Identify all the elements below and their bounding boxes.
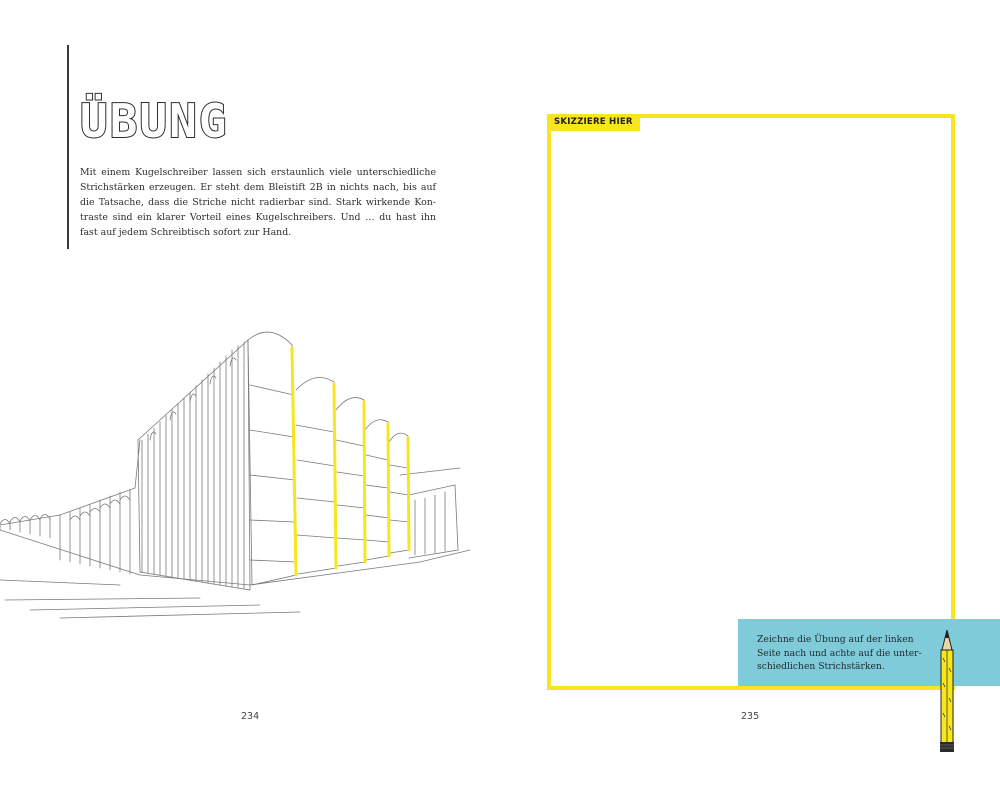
page-title: ÜBUNG — [80, 94, 229, 148]
intro-text: Mit einem Kugelschreiber lassen sich erstaunlich viele unterschiedliche Strichstärken erzeugen. Er steht dem Bleistift 2B in nichts nach, bis auf die Tatsache, dass die Striche nicht radierbar sind. Stark wirkende Kontraste sind ein klarer Vorteil eines Kugelschreibers. Und … du hast ihn fast auf jedem Schreibtisch sofort zur Hand. — [80, 167, 436, 238]
page-number-right: 235 — [741, 711, 760, 722]
vertical-rule — [67, 45, 69, 249]
pencil-icon — [932, 628, 962, 756]
instruction-text: Zeichne die Übung auf der linken Seite nach und achte auf die unterschiedlichen Strichstärken. — [757, 634, 922, 673]
right-page — [500, 0, 1000, 800]
building-sketch-icon — [0, 300, 500, 630]
page-number-left: 234 — [241, 711, 260, 722]
sketch-frame-label: SKIZZIERE HIER — [547, 114, 640, 131]
sketch-frame — [547, 114, 955, 690]
